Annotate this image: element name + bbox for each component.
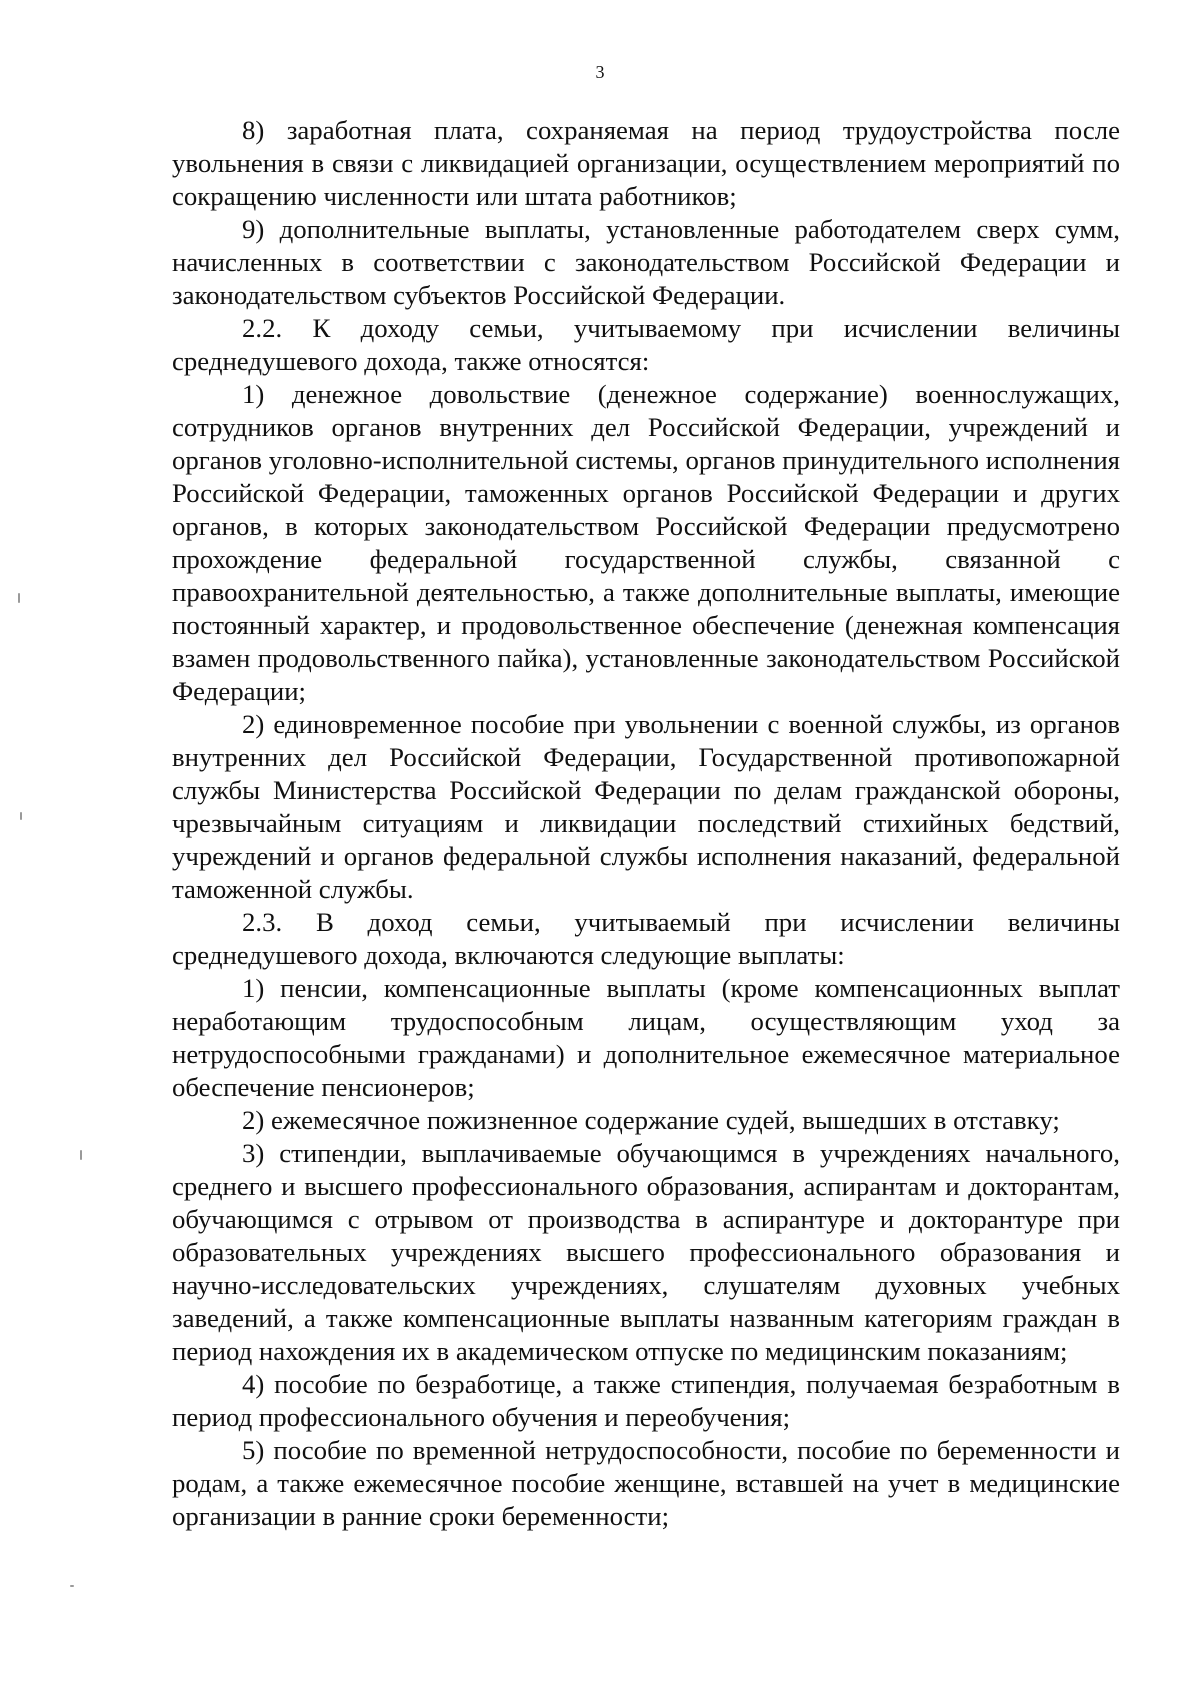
paragraph-item-2-lump-sum-benefit: 2) единовременное пособие при увольнении с военной службы, из органов внутренних дел Российской Федерации, Государственной противопожарной службы Министерства Российской Федерации по делам гражданской обороны, чрезвычайным ситуациям и ликвидации последствий стихийных бедствий, учреждений и органов федеральной службы исполнения наказаний, федеральной таможенной службы.	[172, 709, 1120, 904]
paragraph-item-9-additional-payments: 9) дополнительные выплаты, установленные работодателем сверх сумм, начисленных в соответствии с законодательством Российской Федерации и законодательством субъектов Российской Федерации.	[172, 214, 1120, 310]
scan-speck	[80, 1150, 82, 1160]
paragraph-item-5-disability-benefit: 5) пособие по временной нетрудоспособности, пособие по беременности и родам, а также ежемесячное пособие женщине, вставшей на учет в медицинские организации в ранние сроки беременности;	[172, 1435, 1120, 1531]
paragraph-section-2-2: 2.2. К доходу семьи, учитываемому при исчислении величины среднедушевого дохода, также относятся:	[172, 313, 1120, 376]
scan-speck	[70, 1585, 74, 1587]
paragraph-item-1-monetary-allowance: 1) денежное довольствие (денежное содержание) военнослужащих, сотрудников органов внутренних дел Российской Федерации, учреждений и органов уголовно-исполнительной системы, органов принудительного исполнения Российской Федерации, таможенных органов Российской Федерации и других органов, в которых законодательством Российской Федерации предусмотрено прохождение федеральной государственной службы, связанной с правоохранительной деятельностью, а также дополнительные выплаты, имеющие постоянный характер, и продовольственное обеспечение (денежная компенсация взамен продовольственного пайка), установленные законодательством Российской Федерации;	[172, 379, 1120, 706]
paragraph-item-8-salary: 8) заработная плата, сохраняемая на период трудоустройства после увольнения в связи с ликвидацией организации, осуществлением мероприятий по сокращению численности или штата работников;	[172, 115, 1120, 211]
scan-speck	[20, 812, 22, 820]
paragraph-item-4-unemployment-benefit: 4) пособие по безработице, а также стипендия, получаемая безработным в период профессионального обучения и переобучения;	[172, 1369, 1120, 1432]
scan-speck	[18, 593, 20, 603]
paragraph-item-3-scholarships: 3) стипендии, выплачиваемые обучающимся в учреждениях начального, среднего и высшего профессионального образования, аспирантам и докторантам, обучающимся с отрывом от производства в аспирантуре и докторантуре при образовательных учреждениях высшего профессионального образования и научно-исследовательских учреждениях, слушателям духовных учебных заведений, а также компенсационные выплаты названным категориям граждан в период нахождения их в академическом отпуске по медицинским показаниям;	[172, 1138, 1120, 1366]
paragraph-item-2-judges-allowance: 2) ежемесячное пожизненное содержание судей, вышедших в отставку;	[242, 1105, 1060, 1135]
paragraph-section-2-3: 2.3. В доход семьи, учитываемый при исчислении величины среднедушевого дохода, включаются следующие выплаты:	[172, 907, 1120, 970]
document-body	[172, 114, 1120, 1533]
page-number: 3	[595, 62, 605, 82]
paragraph-item-1-pensions: 1) пенсии, компенсационные выплаты (кроме компенсационных выплат неработающим трудоспособным лицам, осуществляющим уход за нетрудоспособными гражданами) и дополнительное ежемесячное материальное обеспечение пенсионеров;	[172, 973, 1120, 1102]
